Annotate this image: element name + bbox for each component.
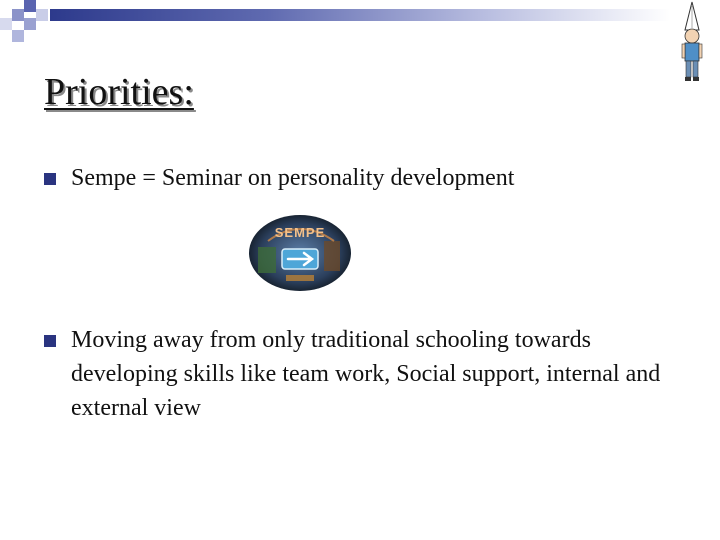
deco-square [0,18,12,30]
bullet-square-icon [44,335,56,347]
person-figure-icon [678,0,706,86]
header-gradient-band [50,9,670,21]
deco-square [36,9,48,21]
deco-square [12,9,24,21]
deco-square [24,18,36,30]
corner-squares-decoration [0,0,60,45]
bullet-text: Moving away from only traditional schooling towards developing skills like team work, Social support, internal and external view [71,327,661,421]
deco-square [24,0,36,12]
bullet-text: Sempe = Seminar on personality development [71,165,515,191]
slide-title: Priorities: [44,71,194,113]
deco-square [12,30,24,42]
logo-text: SEMPE [274,225,326,240]
bullet-square-icon [44,173,56,185]
sempe-logo [248,213,352,293]
